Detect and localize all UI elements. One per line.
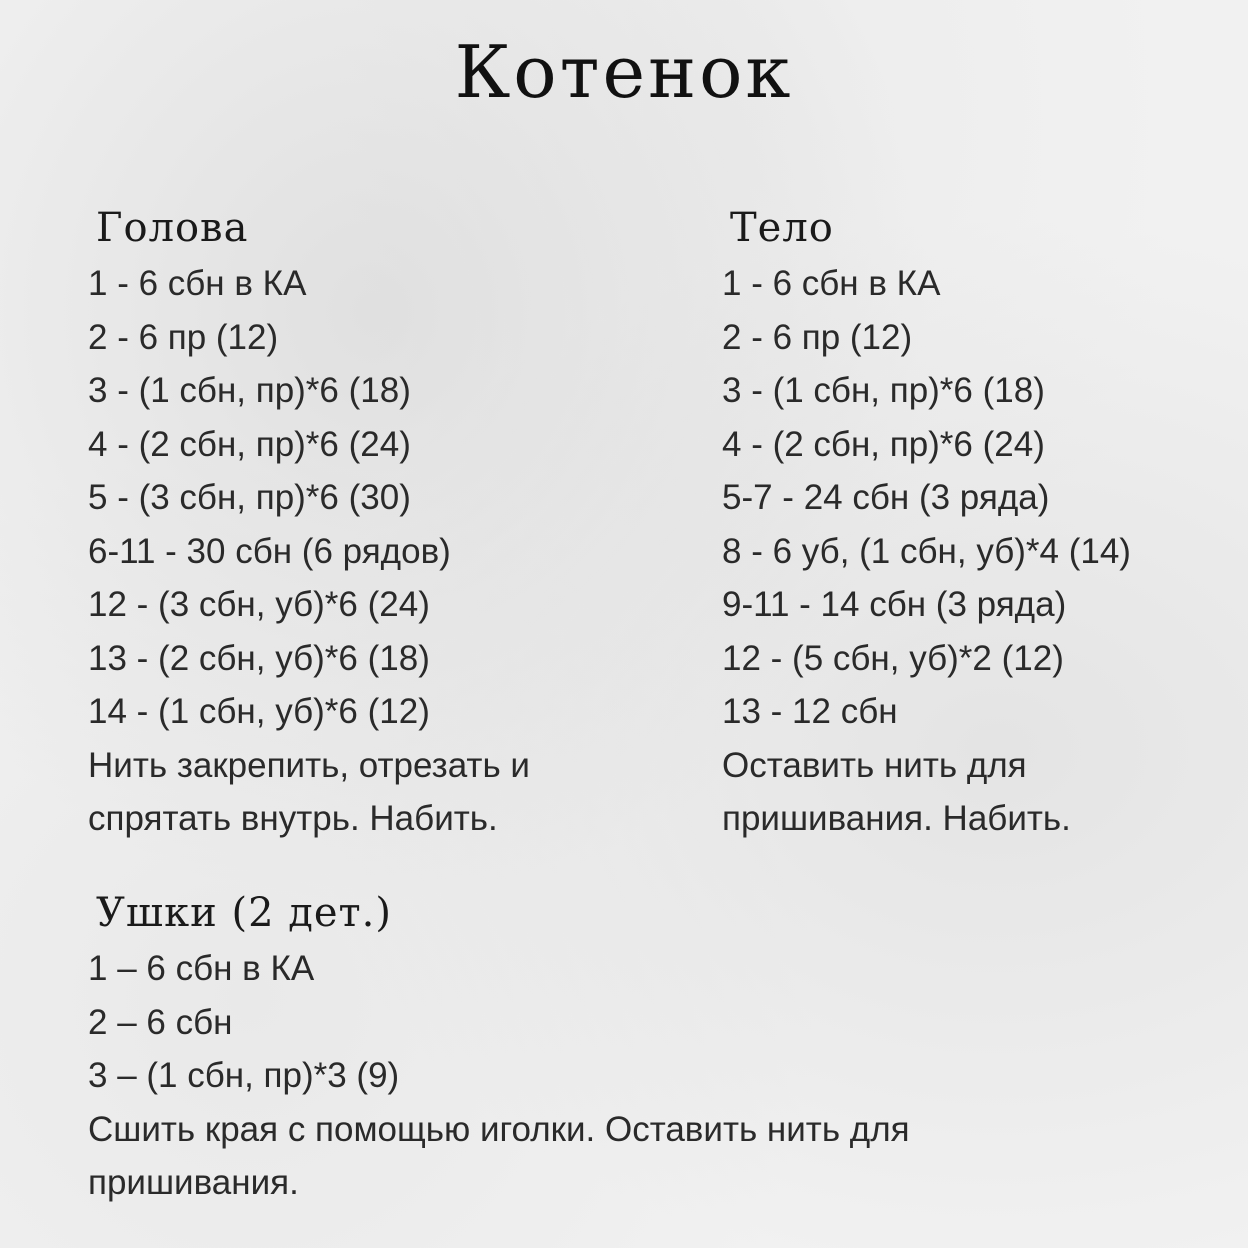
body-row: 8 - 6 уб, (1 сбн, уб)*4 (14)	[722, 531, 1131, 571]
head-row: 3 - (1 сбн, пр)*6 (18)	[88, 371, 411, 410]
ears-row: 3 – (1 сбн, пр)*3 (9)	[88, 1056, 400, 1095]
head-row: 14 - (1 сбн, уб)*6 (12)	[88, 692, 430, 731]
head-heading: Голова	[96, 205, 249, 251]
head-row: 5 - (3 сбн, пр)*6 (30)	[88, 478, 411, 517]
head-row: 13 - (2 сбн, уб)*6 (18)	[88, 638, 430, 678]
head-row: 4 - (2 сбн, пр)*6 (24)	[88, 424, 411, 464]
head-rows	[88, 257, 648, 739]
head-row: 6-11 - 30 сбн (6 рядов)	[88, 531, 451, 571]
page-title: Котенок	[454, 30, 794, 114]
ears-row: 2 – 6 сбн	[88, 1002, 233, 1042]
head-row: 12 - (3 сбн, уб)*6 (24)	[88, 585, 430, 624]
body-row: 5-7 - 24 сбн (3 ряда)	[722, 478, 1050, 517]
head-row: 1 - 6 сбн в КА	[88, 264, 307, 303]
ears-heading: Ушки (2 дет.)	[96, 890, 392, 936]
body-heading: Тело	[730, 205, 834, 251]
body-row: 3 - (1 сбн, пр)*6 (18)	[722, 371, 1045, 410]
body-row: 13 - 12 сбн	[722, 692, 898, 731]
body-section	[722, 203, 1222, 846]
body-rows	[722, 257, 1222, 739]
ears-note: Сшить края с помощью иголки. Оставить нить для пришивания.	[88, 1109, 910, 1202]
head-row: 2 - 6 пр (12)	[88, 317, 279, 357]
body-row: 12 - (5 сбн, уб)*2 (12)	[722, 638, 1064, 678]
body-note: Оставить нить для пришивания. Набить.	[722, 745, 1071, 838]
ears-section	[88, 888, 1088, 1210]
ears-row: 1 – 6 сбн в КА	[88, 949, 315, 988]
body-row: 1 - 6 сбн в КА	[722, 264, 941, 303]
body-row: 2 - 6 пр (12)	[722, 317, 913, 357]
body-row: 4 - (2 сбн, пр)*6 (24)	[722, 424, 1045, 464]
head-note: Нить закрепить, отрезать и спрятать внутрь. Набить.	[88, 745, 530, 838]
body-row: 9-11 - 14 сбн (3 ряда)	[722, 585, 1067, 624]
head-section	[88, 203, 648, 846]
ears-rows	[88, 942, 1088, 1103]
